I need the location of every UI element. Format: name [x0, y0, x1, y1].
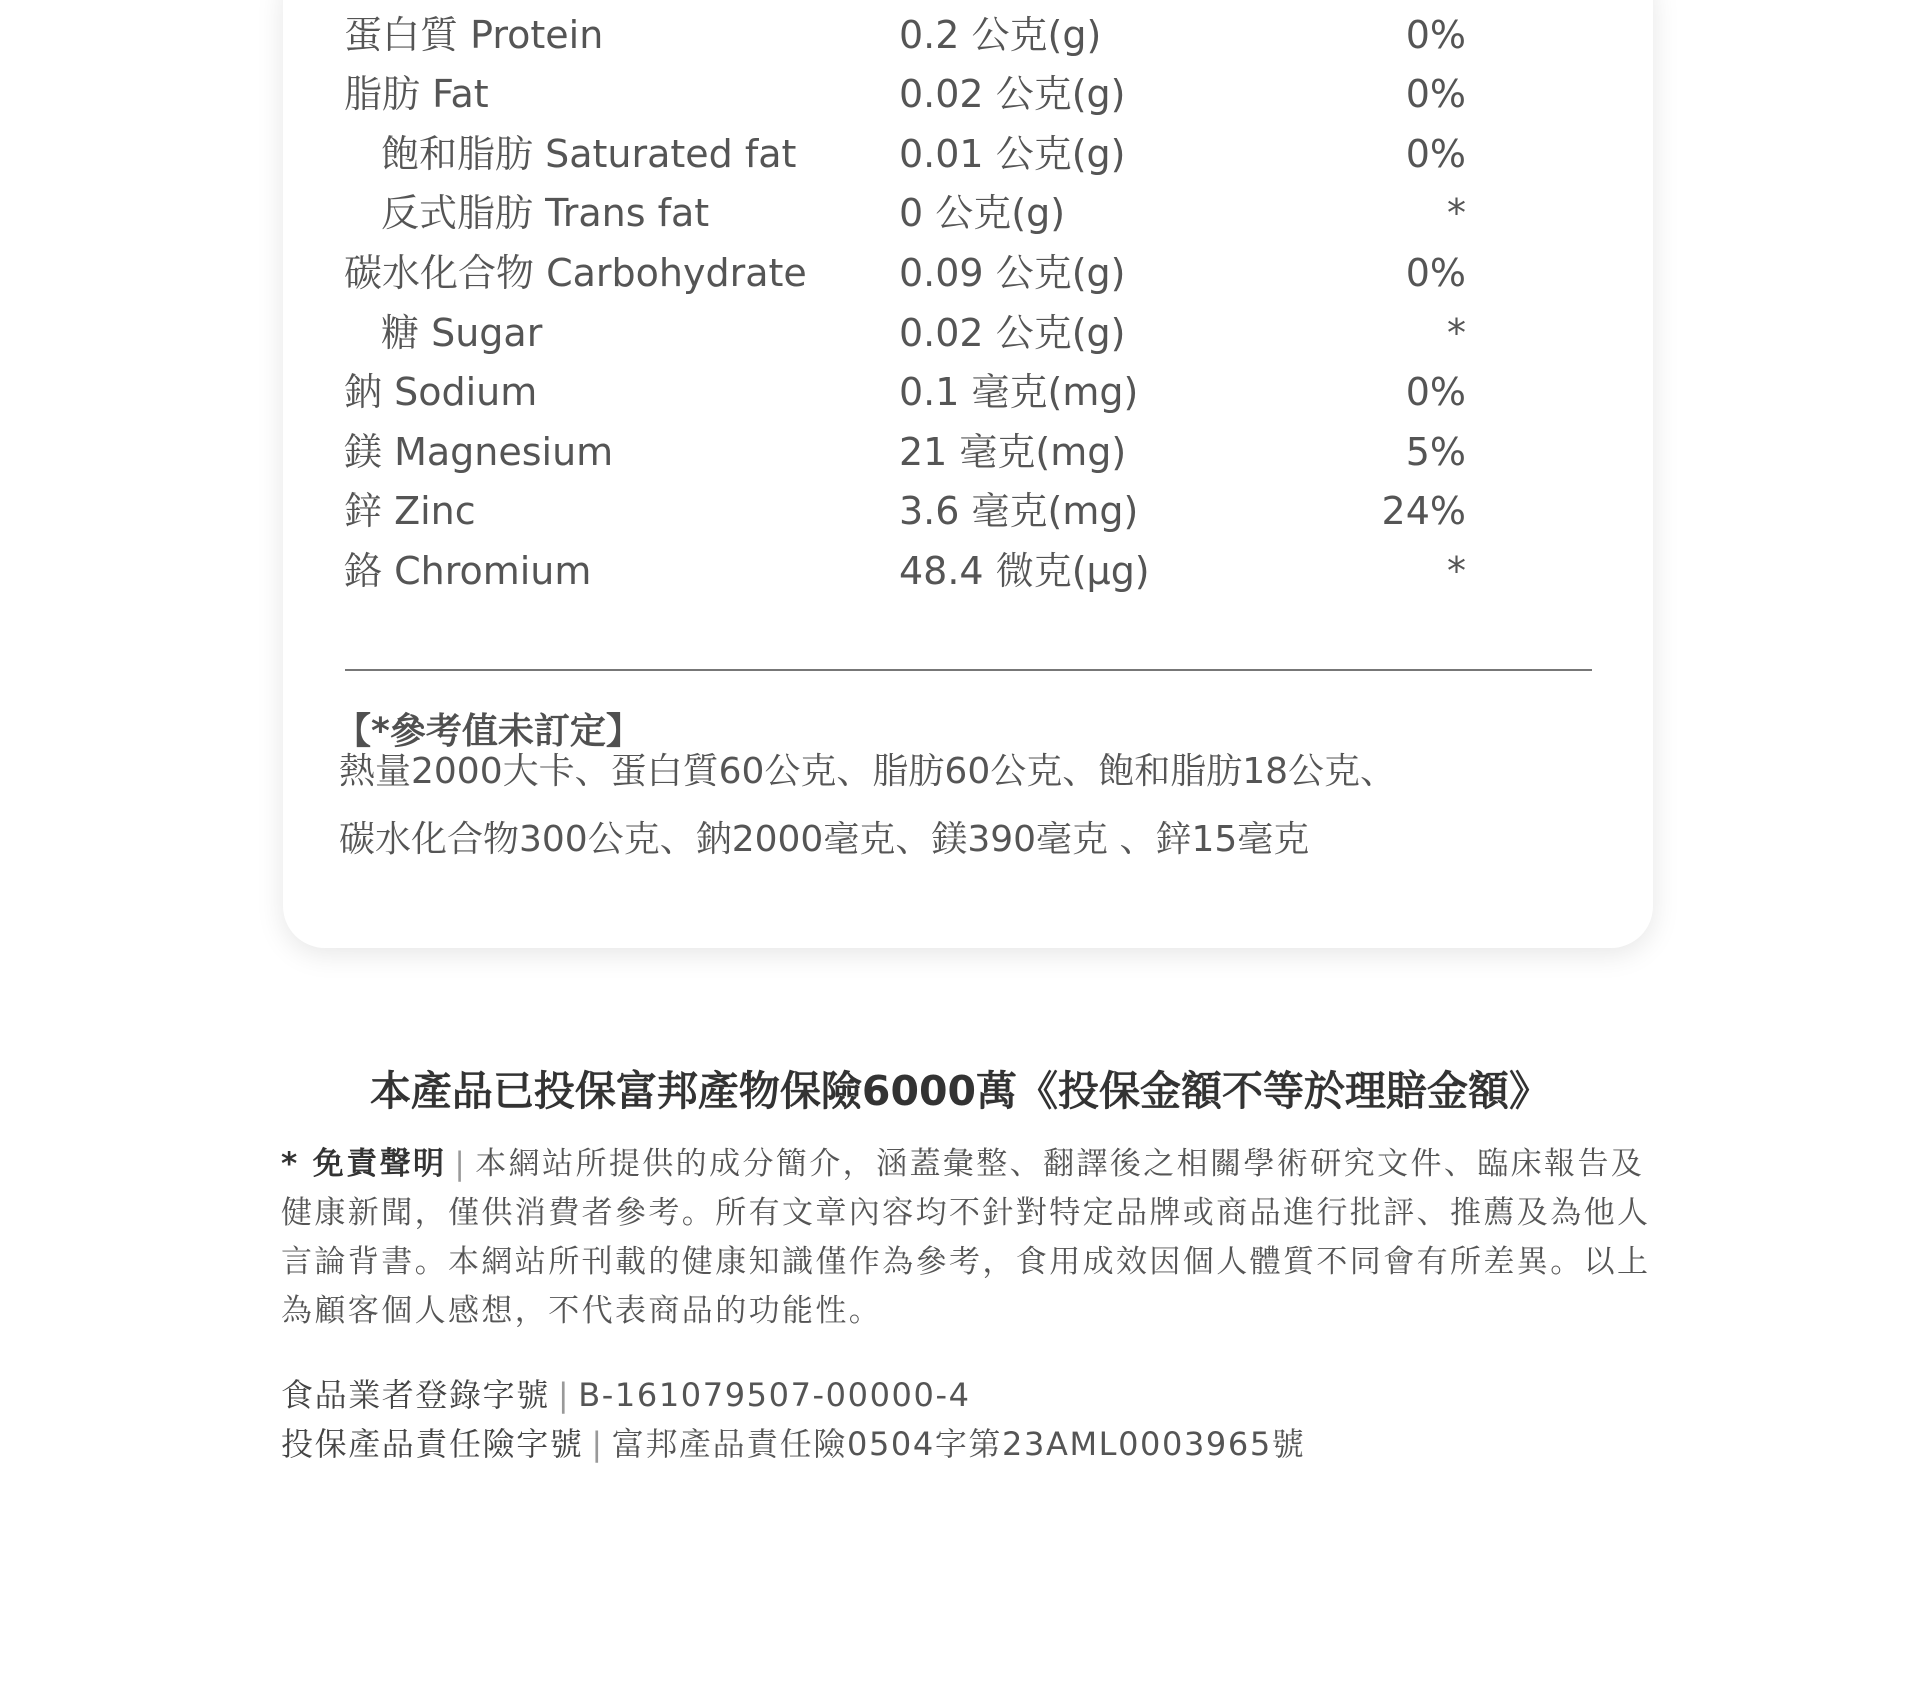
nutrition-row	[283, 481, 1653, 541]
nutrition-row	[283, 5, 1653, 65]
disclaimer-separator: |	[454, 1146, 468, 1182]
nutrient-daily-value: 0%	[1405, 72, 1466, 117]
nutrition-row	[283, 362, 1653, 422]
nutrient-daily-value: 5%	[1405, 429, 1466, 474]
nutrition-row	[283, 183, 1653, 243]
nutrient-daily-value: 0%	[1405, 12, 1466, 57]
nutrient-name: 鎂 Magnesium	[344, 429, 614, 474]
nutrient-daily-value: 0%	[1405, 251, 1466, 295]
nutrient-name: 糖 Sugar	[381, 310, 543, 355]
food-registration-value: B-161079507-00000-4	[578, 1376, 971, 1414]
insurance-registration-separator: |	[591, 1425, 604, 1463]
insurance-registration-label: 投保產品責任險字號	[281, 1425, 584, 1463]
nutrient-name: 反式脂肪 Trans fat	[381, 191, 710, 236]
nutrient-name: 鈉 Sodium	[344, 370, 538, 415]
nutrient-name: 飽和脂肪 Saturated fat	[381, 131, 797, 176]
food-registration-label: 食品業者登錄字號	[281, 1376, 550, 1414]
nutrient-amount: 0.02 公克(g)	[899, 72, 1126, 117]
insurance-registration-value: 富邦產品責任險0504字第23AML0003965號	[611, 1425, 1306, 1463]
food-registration-separator: |	[557, 1376, 571, 1414]
nutrition-row	[283, 303, 1653, 363]
nutrition-row	[283, 243, 1653, 303]
nutrient-name: 鉻 Chromium	[344, 549, 592, 593]
insurance-title: 本產品已投保富邦產物保險6000萬《投保金額不等於理賠金額》	[369, 1067, 1551, 1115]
nutrition-row	[283, 422, 1653, 482]
nutrient-daily-value: 0%	[1405, 370, 1466, 415]
nutrient-daily-value: *	[1447, 549, 1466, 593]
nutrient-daily-value: *	[1447, 191, 1466, 236]
nutrient-amount: 0.1 毫克(mg)	[899, 370, 1139, 415]
nutrient-name: 蛋白質 Protein	[344, 12, 604, 57]
nutrition-row	[283, 541, 1653, 601]
nutrient-amount: 0.01 公克(g)	[899, 131, 1126, 176]
nutrition-card	[283, 0, 1653, 948]
nutrient-daily-value: 0%	[1405, 131, 1466, 176]
nutrient-name: 碳水化合物 Carbohydrate	[344, 251, 807, 295]
nutrient-amount: 0.02 公克(g)	[899, 310, 1126, 355]
food-registration	[281, 1371, 971, 1419]
nutrient-amount: 3.6 毫克(mg)	[899, 489, 1139, 534]
insurance-registration	[281, 1420, 1305, 1468]
nutrition-row	[283, 64, 1653, 124]
nutrient-amount: 21 毫克(mg)	[899, 429, 1127, 474]
reference-line-2: 碳水化合物300公克、鈉2000毫克、鎂390毫克 、鋅15毫克	[339, 819, 1310, 860]
nutrient-daily-value: *	[1447, 310, 1466, 355]
nutrition-row	[283, 124, 1653, 184]
disclaimer	[281, 1140, 1656, 1336]
disclaimer-text: 本網站所提供的成分簡介，涵蓋彙整、翻譯後之相關學術研究文件、臨床報告及健康新聞，僅供消費者參考。所有文章內容均不針對特定品牌或商品進行批評、推薦及為他人言論背書。本網站所刊載的健康知識僅作為參考，食用成效因個人體質不同會有所差異。以上為顧客個人感想，不代表商品的功能性。	[281, 1146, 1651, 1329]
table-divider	[345, 669, 1592, 671]
nutrient-amount: 0 公克(g)	[899, 191, 1066, 236]
nutrient-daily-value: 24%	[1381, 489, 1466, 534]
nutrient-amount: 0.09 公克(g)	[899, 251, 1126, 295]
disclaimer-label: * 免責聲明	[281, 1146, 447, 1182]
reference-title: 【*參考值未訂定】	[335, 711, 642, 752]
nutrient-name: 鋅 Zinc	[344, 489, 476, 534]
nutrient-amount: 48.4 微克(μg)	[899, 549, 1150, 593]
nutrient-amount: 0.2 公克(g)	[899, 12, 1102, 57]
reference-line-1: 熱量2000大卡、蛋白質60公克、脂肪60公克、飽和脂肪18公克、	[339, 751, 1397, 792]
nutrient-name: 脂肪 Fat	[344, 72, 489, 117]
